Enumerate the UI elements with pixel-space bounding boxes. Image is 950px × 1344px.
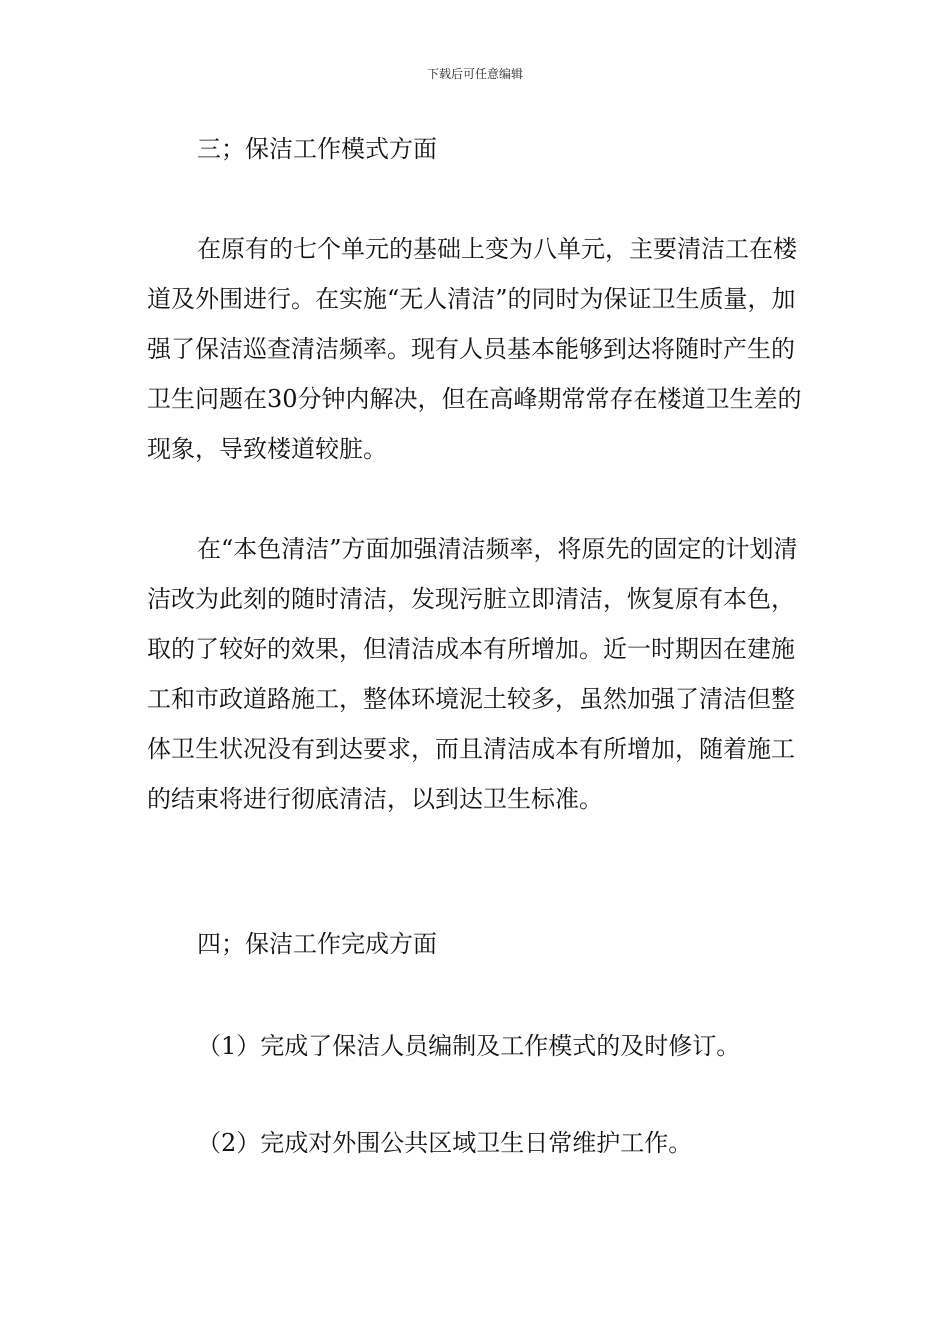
paragraph-cleaning-mode: 在原有的七个单元的基础上变为八单元，主要清洁工在楼道及外围进行。在实施“无人清洁”的同时为保证卫生质量，加强了保洁巡查清洁频率。现有人员基本能够到达将随时产生的卫生问题在30分钟内解决，但在高峰期常常存在楼道卫生差的现象，导致楼道较脏。 [147, 235, 802, 463]
list-item: （1）完成了保洁人员编制及工作模式的及时修订。 [197, 1032, 741, 1060]
paragraph-original-color-cleaning: 在“本色清洁”方面加强清洁频率，将原先的固定的计划清洁改为此刻的随时清洁，发现污脏立即清洁，恢复原有本色，取的了较好的效果，但清洁成本有所增加。近一时期因在建施工和市政道路施工，整体环境泥土较多，虽然加强了清洁但整体卫生状况没有到达要求，而且清洁成本有所增加，随着施工的结束将进行彻底清洁，以到达卫生标准。 [147, 535, 798, 813]
section-heading-4: 四；保洁工作完成方面 [197, 930, 437, 958]
section-heading-3: 三；保洁工作模式方面 [197, 135, 437, 163]
list-item: （2）完成对外围公共区域卫生日常维护工作。 [197, 1129, 693, 1157]
page-header: 下载后可任意编辑 [426, 67, 523, 81]
